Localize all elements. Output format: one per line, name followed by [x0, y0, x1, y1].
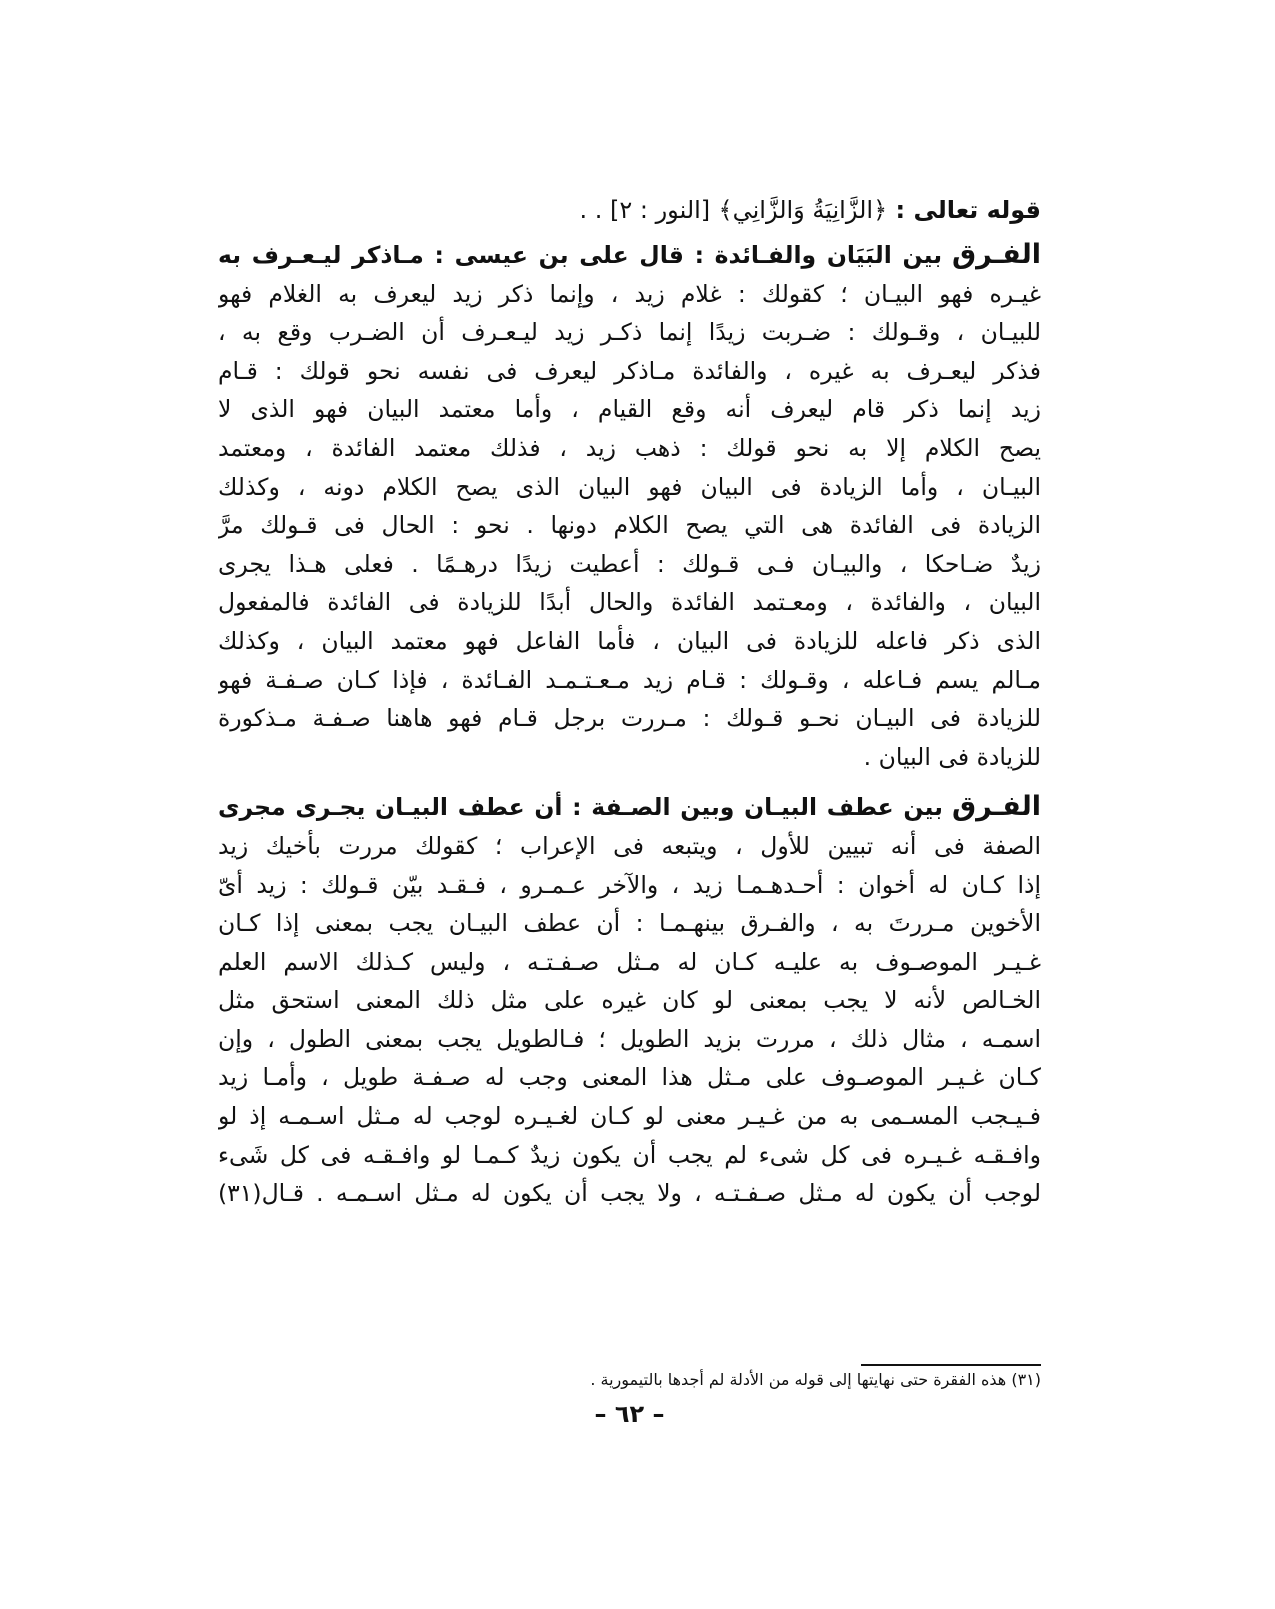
paragraph-line: فـيـجب المسـمى به من غـيـر معنى لو كـان لغـيـره لوجب له مـثل اسـمـه إذ لو — [218, 1102, 1041, 1131]
paragraph-line: زيد إنما ذكر قام ليعرف أنه وقع القيام ، وأما معتمد البيان فهو الذى لا — [218, 395, 1041, 424]
paragraph-line-text: بين البَيَان والفـائدة : قال على بن عيسى : مـاذكر ليـعـرف به — [218, 241, 943, 269]
paragraph-line: البيان ، والفائدة ، ومعـتمد الفائدة والحال أبدًا للزيادة فى الفائدة فالمفعول — [218, 588, 1041, 617]
book-page — [218, 190, 1041, 1490]
paragraph-line: البيـان ، وأما الزيادة فى البيان فهو البيان الذى يصح الكلام دونه ، وكذلك — [218, 472, 1041, 501]
paragraph-line: للزيادة فى البيان . — [863, 742, 1041, 771]
paragraph-line: للزيادة فى البيـان نحـو قـولك : مـررت برجل قـام فهو هاهنا صـفـة مـذكورة — [218, 704, 1041, 733]
paragraph-line: وافـقـه غـيـره فى كل شىء لم يجب أن يكون زيدٌ كـمـا لو وافـقـه فى كل شَىء — [218, 1140, 1041, 1169]
paragraph-line: الزيادة فى الفائدة هى التي يصح الكلام دونها . نحو : الحال فى قـولك مرَّ — [218, 511, 1041, 540]
paragraph-line: إذا كـان له أخوان : أحـدهـمـا زيد ، والآخر عـمـرو ، فـقـد بيّن قـولك : زيد أىّ — [218, 870, 1041, 899]
paragraph-line: للبيـان ، وقـولك : ضـربت زيدًا إنما ذكـر زيد ليـعـرف أن الضـرب وقع به ، — [218, 318, 1041, 347]
paragraph-heading: الفـرق — [951, 791, 1041, 823]
paragraph-line: غـيـر الموصـوف به عليـه كـان له مـثل صـفـتـه ، وليس كـذلك الاسم العلم — [218, 947, 1041, 976]
paragraph-line: اسمـه ، مثال ذلك ، مررت بزيد الطويل ؛ فـالطويل يجب بمعنى الطول ، وإن — [218, 1024, 1041, 1053]
paragraph-line: فذكر ليعـرف به غيره ، والفائدة مـاذكر ليعرف فى نفسه نحو قولك : قـام — [218, 356, 1041, 385]
paragraph-line: غيـره فهو البيـان ؛ كقولك : غلام زيد ، وإنما ذكر زيد ليعرف به الغلام فهو — [218, 279, 1041, 308]
paragraph-atf-sifa — [218, 788, 1041, 1213]
paragraph-line: الأخوين مـررتَ به ، والفـرق بينهـمـا : أن عطف البيـان يجب بمعنى إذا كـان — [218, 909, 1041, 938]
verse-intro: قوله تعالى : — [895, 196, 1041, 224]
paragraph-line: يصح الكلام إلا به نحو قولك : ذهب زيد ، فذلك معتمد الفائدة ، ومعتمد — [218, 433, 1041, 462]
paragraph-heading: الفـرق — [952, 239, 1041, 270]
footnote-divider — [861, 1364, 1041, 1366]
paragraph-line: مـالم يسم فـاعله ، وقـولك : قـام زيد مـعـتـمـد الفـائدة ، فإذا كـان صـفـة فهو — [218, 665, 1041, 694]
paragraph-line-text: بين عطف البيـان وبين الصـفة : أن عطف البيـان يجـرى مجرى — [218, 793, 943, 822]
paragraph-line: لوجب أن يكون له مـثل صـفـتـه ، ولا يجب أن يكون له مـثل اسـمـه . قـال(٣١) — [218, 1179, 1041, 1208]
paragraph-line — [218, 236, 1041, 275]
verse-quote: ﴿الزَّانِيَةُ وَالزَّانِي﴾ — [718, 196, 888, 224]
paragraph-line: زيدٌ ضـاحكا ، والبيـان فـى قـولك : أعطيت زيدًا درهـمًا . فعلى هـذا يجرى — [218, 549, 1041, 578]
paragraph-line: الذى ذكر فاعله للزيادة فى البيان ، فأما الفاعل فهو معتمد البيان ، وكذلك — [218, 626, 1041, 655]
paragraph-line — [218, 788, 1041, 827]
paragraph-line: كـان غـيـر الموصـوف على مـثل هذا المعنى وجب له صـفـة طويل ، وأمـا زيد — [218, 1063, 1041, 1092]
paragraph-line: الصفة فى أنه تبيين للأول ، ويتبعه فى الإعراب ؛ كقولك مررت بأخيك زيد — [218, 831, 1041, 860]
paragraph-line: الخـالص لأنه لا يجب بمعنى لو كان غيره على مثل ذلك المعنى استحق مثل — [218, 986, 1041, 1015]
page-number: – ٦٢ – — [594, 1400, 665, 1428]
verse-line — [218, 190, 1041, 230]
verse-reference: [النور : ٢] . . — [579, 196, 711, 224]
footnote: (٣١) هذه الفقرة حتى نهايتها إلى قوله من الأدلة لم أجدها بالتيمورية . — [590, 1370, 1041, 1389]
paragraph-bayan-faida — [218, 236, 1041, 776]
